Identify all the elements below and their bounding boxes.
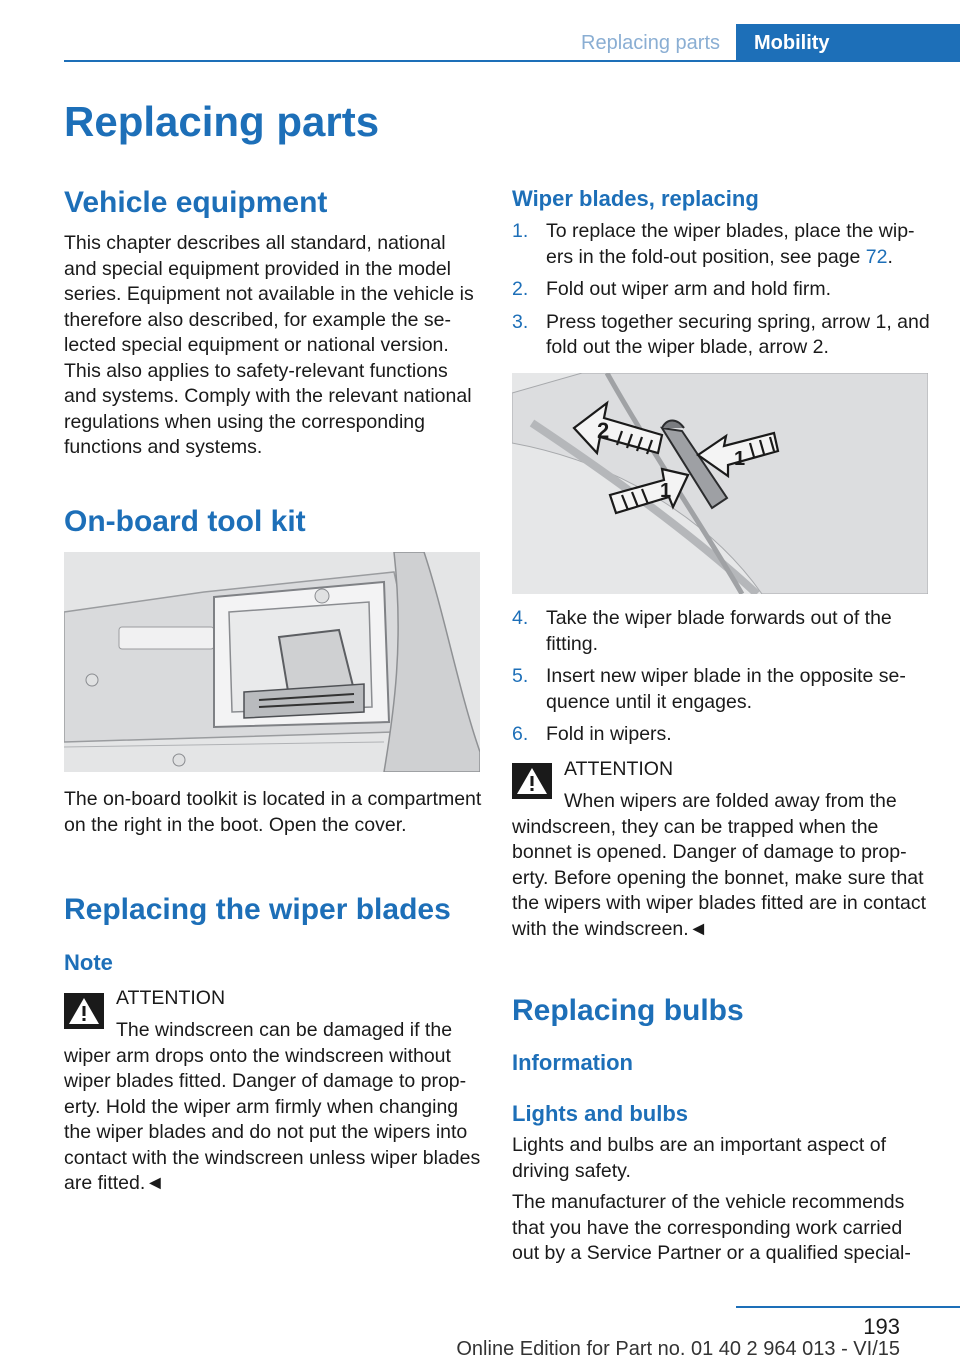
step-number: 4.: [512, 607, 529, 629]
header-chapter-tab: Mobility: [736, 24, 960, 62]
step-text: To replace the wiper blades, place the wipers in the fold-out position, see page: [546, 220, 915, 268]
heading-vehicle-equipment: Vehicle equipment: [64, 186, 328, 219]
heading-replacing-wiper-blades: Replacing the wiper blades: [64, 893, 451, 926]
header-rule: [64, 60, 960, 62]
step-number: 2.: [512, 278, 529, 300]
step-number: 6.: [512, 723, 529, 745]
online-edition-text: Online Edition for Part no. 01 40 2 964 013 - VI/15: [456, 1338, 900, 1360]
attention-label-left: ATTENTION: [116, 987, 226, 1009]
step-text: Fold in wipers.: [546, 723, 672, 745]
step-text: Insert new wiper blade in the opposite sequence until it engages.: [546, 665, 906, 713]
attention-text-left: The windscreen can be damaged if the wiper arm drops onto the windscreen without wiper blades fitted. Danger of damage to property. Hold the wiper arm firmly when changing the wiper blades and do not put the wipers into contact with the windscreen unless wiper blades are fitted.◄: [64, 1019, 481, 1194]
step-text: Take the wiper blade forwards out of the fitting.: [546, 607, 892, 655]
heading-wiper-blades-replacing: Wiper blades, replacing: [512, 186, 759, 211]
list-item: [512, 277, 930, 303]
attention-label-right: ATTENTION: [564, 758, 674, 780]
list-item: [512, 722, 930, 748]
tool-kit-image: [64, 552, 480, 772]
heading-replacing-bulbs: Replacing bulbs: [512, 994, 744, 1027]
figure-label-arrow-1-upper: 1: [734, 448, 746, 470]
tool-kit-text: The on-board toolkit is located in a compartment on the right in the boot. Open the cover.: [64, 788, 482, 836]
header-section-label: Replacing parts: [581, 32, 720, 54]
wiper-steps-list-a: [512, 219, 930, 368]
wiper-steps-list-b: [512, 606, 930, 755]
wiper-blade-illustration: [512, 373, 928, 594]
heading-lights-and-bulbs: Lights and bulbs: [512, 1101, 688, 1126]
bulbs-para-1: Lights and bulbs are an important aspect of driving safety.: [512, 1134, 886, 1182]
bulbs-para-2: The manufacturer of the vehicle recommends that you have the corresponding work carried out by a Service Partner or a qualified special-: [512, 1191, 911, 1264]
heading-note: Note: [64, 950, 113, 975]
tool-kit-illustration: [64, 552, 480, 772]
heading-tool-kit: On-board tool kit: [64, 505, 306, 538]
step-number: 5.: [512, 665, 529, 687]
step-number: 1.: [512, 220, 529, 242]
list-item: [512, 606, 930, 657]
attention-text-right: When wipers are folded away from the windscreen, they can be trapped when the bonnet is opened. Danger of damage to property. Before opening the bonnet, make sure that the wipers with wiper blades fitted are in contact with the windscreen.◄: [512, 790, 927, 940]
page-number: 193: [863, 1314, 900, 1339]
page-link[interactable]: 72: [865, 245, 888, 268]
figure-label-arrow-2: 2: [597, 418, 610, 443]
step-text: Press together securing spring, arrow 1, and fold out the wiper blade, arrow 2.: [546, 310, 930, 358]
heading-information: Information: [512, 1050, 633, 1075]
step-text: Fold out wiper arm and hold firm.: [546, 278, 832, 300]
list-item: [512, 664, 930, 715]
page-title: Replacing parts: [64, 98, 380, 145]
figure-label-arrow-1-lower: 1: [660, 480, 672, 502]
vehicle-equipment-text: This chapter describes all standard, national and special equipment provided in the model series. Equipment not available in the vehicle is therefore also described, for example the selected special equipment or national version. This also applies to safety-relevant functions and systems. Comply with the relevant national regulations when using the corresponding functions and systems.: [64, 232, 474, 458]
footer-rule: [736, 1306, 960, 1308]
wiper-blade-image: [512, 373, 928, 594]
step-number: 3.: [512, 310, 529, 333]
step-text-end: .: [887, 245, 893, 268]
list-item: [512, 310, 930, 361]
list-item: [512, 219, 930, 270]
